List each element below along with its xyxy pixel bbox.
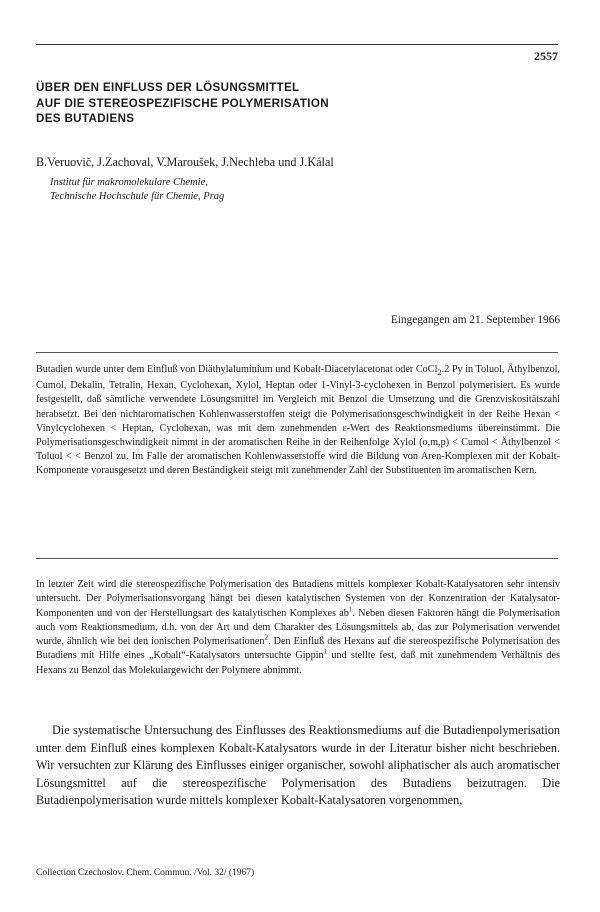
abstract-bottom-rule xyxy=(36,558,558,559)
intro-text: . Den Einfluß des Hexans auf die stereospezifische Polymerisation des Butadiens mit Hilfe eines „Kobalt“-Katalysators untersuchte Gippin xyxy=(36,636,561,662)
abstract xyxy=(36,363,560,479)
article-title xyxy=(36,80,556,127)
title-line: DES BUTADIENS xyxy=(36,112,135,125)
intro-text: und stellte fest, daß mit zunehmendem Verhältnis des Hexans zu Benzol das Molekulargewicht der Polymere abnimmt. xyxy=(36,650,560,676)
header-rule xyxy=(36,44,558,45)
abstract-text: Butadien wurde unter dem Einfluß von Diäthylaluminium und Kobalt-Diacetylacetonat oder CoCl xyxy=(36,364,438,375)
reference-mark: 1 xyxy=(348,605,353,614)
reference-mark: 2 xyxy=(264,633,269,642)
journal-footer: Collection Czechoslov. Chem. Commun. /Vol. 32/ (1967) xyxy=(36,868,255,878)
page-number: 2557 xyxy=(534,49,558,63)
title-line: ÜBER DEN EINFLUSS DER LÖSUNGSMITTEL xyxy=(36,81,300,94)
title-line: AUF DIE STEREOSPEZIFISCHE POLYMERISATION xyxy=(36,96,329,110)
intro-text: . Neben diesen Faktoren hängt die Polymerisation auch vom Reaktionsmedium, d.h. von der Art und dem Charakter des Lösungsmittels ab, das zur Polymerisation verwendet wurde, ähnlich wie bei den ionischen Polymerisationen xyxy=(36,607,560,648)
body-paragraph: Die systematische Untersuchung des Einflusses des Reaktionsmediums auf die Butadienpolymerisation unter dem Einfluß eines komplexen Kobalt-Katalysators wurde in der Literatur bisher nicht beschrieben. Wir versuchten zur Klärung des Einflusses einiger organischer, sowohl aliphatischer als auch aromatischer Lösungsmittel auf die stereospezifische Polymerisation des Butadiens beizutragen. Die Butadienpolymerisation wurde mittels komplexer Kobalt-Katalysatoren vorgenommen, xyxy=(36,723,560,808)
affiliation xyxy=(50,176,224,204)
author-list: B.Veruovič, J.Zachoval, V.Maroušek, J.Nechleba und J.Kálal xyxy=(36,155,334,169)
abstract-top-rule xyxy=(36,352,558,353)
affiliation-line: Institut für makromolekulare Chemie, xyxy=(50,177,208,188)
intro-text: In letzter Zeit wird die stereospezifische Polymerisation des Butadiens mittels komplexer Kobalt-Katalysatoren sehr intensiv untersucht. Der Polymerisationsvorgang hängt bei diesen katalytischen Systemen von der Konzentration der Katalysator-Komponenten und von der Herstellungsart des katalytischen Komplexes ab xyxy=(36,579,560,619)
introduction-paragraph xyxy=(36,578,560,678)
abstract-text: .2 Py in Toluol, Äthylbenzol, Cumol, Dekalin, Tetralin, Hexan, Cyclohexan, Xylol, Heptan oder 1-Vinyl-3-cyclohexen in Benzol polymerisiert. Es wurde festgestellt, daß sämtliche verwendete Lösungsmittel im Vergleich mit Benzol die Umsetzung und die Grenzviskositätszahl herabsetzt. Bei den nichtaromatischen Kohlenwasserstoffen steigt die Polymerisationsgeschwindigkeit in der Reihe Hexan < Vinylcyclohexen < Heptan, Cyclohexan, was mit dem zunehmenden ε-Wert des Reaktionsmediums übereinstimmt. Die Polymerisationsgeschwindigkeit nimmt in der aromatischen Reihe in der Reihenfolge Xylol (o,m,p) < Cumol < Äthylbenzol < Toluol < < Benzol zu. Im Falle der aromatischen Kohlenwasserstoffe wird die Bildung von Aren-Komplexen mit der Kobalt-Komponente vorausgesetzt und deren Beständigkeit steigt mit zunehmender Zahl der Substituenten im aromatischen Kern. xyxy=(36,364,560,477)
subscript: 2 xyxy=(437,367,442,378)
received-date: Eingegangen am 21. September 1966 xyxy=(390,314,560,326)
reference-mark: 1 xyxy=(323,648,328,657)
affiliation-line: Technische Hochschule für Chemie, Prag xyxy=(50,191,225,202)
